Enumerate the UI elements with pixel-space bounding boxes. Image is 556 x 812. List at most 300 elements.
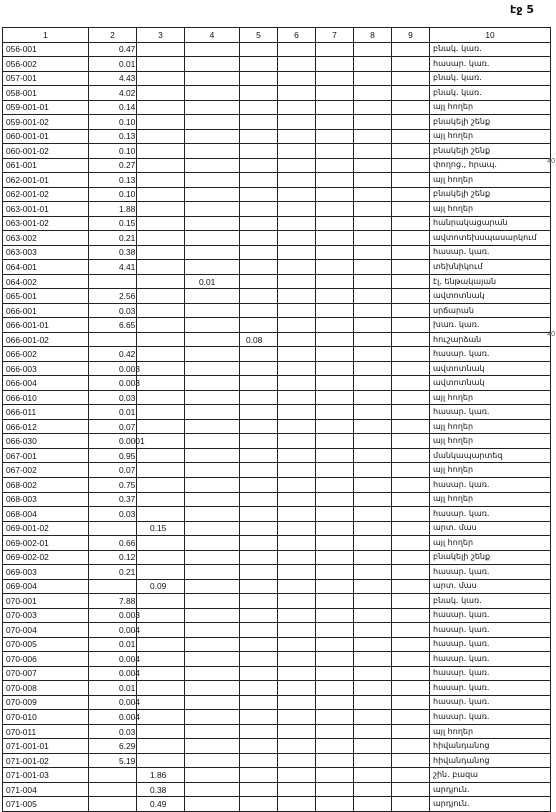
table-cell: [316, 637, 354, 652]
table-cell: 063-001-01: [3, 202, 89, 217]
table-cell: [185, 536, 240, 551]
table-cell: 069-002-01: [3, 536, 89, 551]
table-cell: 066-011: [3, 405, 89, 420]
table-cell: [392, 57, 430, 72]
table-cell: [316, 361, 354, 376]
table-row: [3, 115, 551, 130]
table-cell: [185, 477, 240, 492]
table-cell: [354, 187, 392, 202]
table-cell: [392, 623, 430, 638]
table-cell: [354, 724, 392, 739]
table-cell: [392, 245, 430, 260]
table-cell: [137, 289, 185, 304]
table-cell: ավտոտնակ: [430, 361, 551, 376]
table-cell: 068-004: [3, 507, 89, 522]
table-cell: 0.03: [89, 724, 137, 739]
table-cell: [89, 768, 137, 783]
table-cell: [185, 332, 240, 347]
table-cell: [185, 144, 240, 159]
table-cell: [316, 434, 354, 449]
table-row: [3, 361, 551, 376]
table-row: [3, 57, 551, 72]
table-cell: տեխնիկում: [430, 260, 551, 275]
table-cell: [185, 173, 240, 188]
table-cell: [278, 637, 316, 652]
table-cell: 0.07: [89, 419, 137, 434]
table-row: [3, 390, 551, 405]
table-row: [3, 565, 551, 580]
table-cell: [240, 681, 278, 696]
table-cell: [278, 289, 316, 304]
table-cell: [240, 187, 278, 202]
table-row: [3, 782, 551, 797]
table-cell: [354, 521, 392, 536]
table-cell: [354, 448, 392, 463]
table-cell: [316, 42, 354, 57]
table-cell: [240, 724, 278, 739]
table-row: [3, 245, 551, 260]
table-cell: [278, 724, 316, 739]
table-cell: ավտոտեխսպասարկում: [430, 231, 551, 246]
table-cell: [240, 782, 278, 797]
table-cell: [89, 579, 137, 594]
table-cell: [278, 129, 316, 144]
table-cell: [137, 550, 185, 565]
table-row: [3, 347, 551, 362]
table-cell: [278, 768, 316, 783]
table-cell: [240, 289, 278, 304]
table-cell: [240, 42, 278, 57]
table-cell: [240, 71, 278, 86]
table-cell: 063-003: [3, 245, 89, 260]
table-cell: [137, 623, 185, 638]
table-cell: 0.003: [89, 608, 137, 623]
table-cell: [316, 463, 354, 478]
table-cell: 0.47: [89, 42, 137, 57]
column-header: 7: [316, 28, 354, 43]
table-cell: [354, 507, 392, 522]
table-cell: [185, 768, 240, 783]
table-cell: [240, 550, 278, 565]
table-cell: հասար. կառ.: [430, 637, 551, 652]
table-cell: [137, 361, 185, 376]
table-cell: [392, 695, 430, 710]
table-cell: հասար. կառ.: [430, 477, 551, 492]
table-cell: հասար. կառ.: [430, 710, 551, 725]
table-cell: [137, 245, 185, 260]
table-cell: [240, 521, 278, 536]
table-cell: [316, 782, 354, 797]
table-cell: սրճարան: [430, 303, 551, 318]
table-cell: [185, 782, 240, 797]
table-cell: [137, 739, 185, 754]
table-cell: [185, 405, 240, 420]
table-cell: [137, 129, 185, 144]
table-cell: [316, 376, 354, 391]
table-row: [3, 753, 551, 768]
table-cell: այլ հողեր: [430, 390, 551, 405]
table-row: [3, 274, 551, 289]
table-cell: [316, 681, 354, 696]
table-row: [3, 477, 551, 492]
table-cell: [316, 86, 354, 101]
table-cell: 070-010: [3, 710, 89, 725]
table-cell: [137, 158, 185, 173]
table-cell: [392, 550, 430, 565]
table-cell: [316, 216, 354, 231]
table-row: [3, 768, 551, 783]
table-cell: 0.38: [137, 782, 185, 797]
table-cell: [354, 303, 392, 318]
column-header: 10: [430, 28, 551, 43]
table-cell: 065-001: [3, 289, 89, 304]
table-cell: [316, 144, 354, 159]
table-cell: [185, 115, 240, 130]
table-cell: [137, 724, 185, 739]
table-cell: [354, 652, 392, 667]
table-cell: 070-007: [3, 666, 89, 681]
table-cell: [278, 419, 316, 434]
table-cell: 064-002: [3, 274, 89, 289]
table-cell: [137, 260, 185, 275]
table-cell: [354, 434, 392, 449]
table-cell: [185, 550, 240, 565]
table-cell: [316, 536, 354, 551]
table-cell: [137, 594, 185, 609]
table-cell: [240, 477, 278, 492]
table-cell: [185, 448, 240, 463]
table-cell: [278, 71, 316, 86]
table-cell: 7.88: [89, 594, 137, 609]
table-cell: [354, 463, 392, 478]
table-cell: [185, 100, 240, 115]
table-cell: 0.004: [89, 666, 137, 681]
table-cell: 4.43: [89, 71, 137, 86]
table-cell: [185, 376, 240, 391]
table-cell: [278, 318, 316, 333]
table-cell: [137, 608, 185, 623]
table-row: [3, 434, 551, 449]
table-cell: 066-001-02: [3, 332, 89, 347]
table-cell: [392, 492, 430, 507]
table-cell: [354, 536, 392, 551]
table-cell: [240, 115, 278, 130]
table-cell: [185, 695, 240, 710]
table-row: [3, 318, 551, 333]
table-cell: 0.03: [89, 507, 137, 522]
table-row: [3, 521, 551, 536]
table-row: [3, 536, 551, 551]
column-header: 5: [240, 28, 278, 43]
table-cell: 0.01: [89, 681, 137, 696]
table-cell: [392, 71, 430, 86]
table-cell: [278, 376, 316, 391]
table-cell: [392, 376, 430, 391]
table-cell: [137, 115, 185, 130]
table-cell: [354, 71, 392, 86]
table-cell: հիվանդանոց: [430, 753, 551, 768]
table-cell: 071-001-03: [3, 768, 89, 783]
table-cell: [278, 216, 316, 231]
table-cell: [185, 419, 240, 434]
table-cell: [278, 477, 316, 492]
table-cell: [137, 753, 185, 768]
table-cell: 071-004: [3, 782, 89, 797]
table-cell: [354, 202, 392, 217]
table-cell: [354, 347, 392, 362]
table-cell: հուշարձան: [430, 332, 551, 347]
table-cell: 0.21: [89, 565, 137, 580]
table-cell: հասար. կառ.: [430, 507, 551, 522]
table-cell: [185, 507, 240, 522]
table-cell: [278, 608, 316, 623]
table-cell: 069-002-02: [3, 550, 89, 565]
table-cell: 0.004: [89, 710, 137, 725]
table-cell: [316, 289, 354, 304]
table-cell: [240, 231, 278, 246]
table-cell: [316, 129, 354, 144]
table-cell: 062-001-01: [3, 173, 89, 188]
table-cell: [137, 448, 185, 463]
table-cell: [316, 318, 354, 333]
table-cell: այլ հողեր: [430, 463, 551, 478]
table-cell: հասար. կառ.: [430, 666, 551, 681]
table-cell: այլ հողեր: [430, 173, 551, 188]
table-cell: [185, 42, 240, 57]
table-cell: [392, 637, 430, 652]
table-cell: [278, 521, 316, 536]
table-cell: [392, 477, 430, 492]
table-row: [3, 187, 551, 202]
table-cell: ավտոտնակ: [430, 376, 551, 391]
table-row: [3, 739, 551, 754]
column-header: 3: [137, 28, 185, 43]
table-cell: [278, 173, 316, 188]
table-cell: [316, 652, 354, 667]
table-cell: [185, 71, 240, 86]
table-cell: [354, 361, 392, 376]
table-cell: [354, 579, 392, 594]
table-row: [3, 710, 551, 725]
table-row: [3, 158, 551, 173]
table-cell: 0.0001: [89, 434, 137, 449]
table-cell: այլ հողեր: [430, 129, 551, 144]
table-cell: [240, 419, 278, 434]
table-cell: [316, 115, 354, 130]
table-row: [3, 129, 551, 144]
table-cell: արդյուն.: [430, 797, 551, 812]
table-cell: [240, 260, 278, 275]
table-cell: 1.86: [137, 768, 185, 783]
table-cell: [278, 202, 316, 217]
table-cell: [316, 579, 354, 594]
table-cell: [354, 332, 392, 347]
table-cell: [316, 550, 354, 565]
table-cell: [278, 623, 316, 638]
table-cell: [240, 158, 278, 173]
table-cell: 0.12: [89, 550, 137, 565]
column-header: 4: [185, 28, 240, 43]
table-cell: [240, 768, 278, 783]
table-cell: 069-001-02: [3, 521, 89, 536]
table-cell: [392, 361, 430, 376]
table-cell: 071-001-01: [3, 739, 89, 754]
table-cell: [354, 86, 392, 101]
table-cell: [185, 231, 240, 246]
table-cell: [354, 173, 392, 188]
table-cell: [354, 100, 392, 115]
table-cell: 070-005: [3, 637, 89, 652]
table-cell: [240, 274, 278, 289]
table-cell: 070-009: [3, 695, 89, 710]
table-cell: [240, 695, 278, 710]
table-cell: [185, 637, 240, 652]
table-cell: 0.10: [89, 144, 137, 159]
table-row: [3, 579, 551, 594]
table-cell: [316, 753, 354, 768]
table-cell: 0.01: [89, 405, 137, 420]
table-cell: 060-001-01: [3, 129, 89, 144]
table-row: [3, 797, 551, 812]
table-cell: [354, 245, 392, 260]
table-cell: [137, 390, 185, 405]
table-cell: [354, 477, 392, 492]
table-cell: [137, 86, 185, 101]
table-cell: [316, 260, 354, 275]
table-cell: [278, 42, 316, 57]
table-cell: 066-012: [3, 419, 89, 434]
table-cell: [185, 347, 240, 362]
table-row: [3, 332, 551, 347]
table-cell: [278, 507, 316, 522]
table-cell: ավտոտնակ: [430, 289, 551, 304]
table-cell: [316, 594, 354, 609]
table-cell: 069-003: [3, 565, 89, 580]
table-cell: [185, 463, 240, 478]
table-cell: [316, 390, 354, 405]
table-cell: բնակ. կառ.: [430, 71, 551, 86]
table-cell: [278, 710, 316, 725]
table-cell: [240, 405, 278, 420]
table-cell: [316, 347, 354, 362]
table-cell: [137, 536, 185, 551]
table-row: [3, 652, 551, 667]
table-cell: [392, 565, 430, 580]
table-cell: [392, 289, 430, 304]
table-row: [3, 42, 551, 57]
column-header: 6: [278, 28, 316, 43]
table-row: [3, 608, 551, 623]
table-cell: [392, 173, 430, 188]
table-cell: [392, 463, 430, 478]
table-cell: [392, 710, 430, 725]
table-cell: [185, 565, 240, 580]
table-cell: [316, 710, 354, 725]
table-cell: 067-002: [3, 463, 89, 478]
table-cell: [240, 144, 278, 159]
table-cell: [278, 463, 316, 478]
table-cell: [392, 753, 430, 768]
table-cell: [278, 361, 316, 376]
table-cell: հասար. կառ.: [430, 57, 551, 72]
table-cell: [316, 448, 354, 463]
table-cell: շին. բազա: [430, 768, 551, 783]
table-cell: [240, 753, 278, 768]
table-cell: [392, 536, 430, 551]
table-cell: [185, 492, 240, 507]
table-cell: 060-001-02: [3, 144, 89, 159]
table-cell: [316, 608, 354, 623]
table-cell: 070-003: [3, 608, 89, 623]
table-cell: 0.49: [137, 797, 185, 812]
table-row: [3, 260, 551, 275]
table-cell: [185, 129, 240, 144]
table-cell: [240, 245, 278, 260]
table-cell: [137, 710, 185, 725]
table-cell: [278, 579, 316, 594]
table-row: [3, 100, 551, 115]
table-cell: [185, 318, 240, 333]
table-cell: [354, 550, 392, 565]
table-cell: [354, 129, 392, 144]
table-cell: 066-001: [3, 303, 89, 318]
table-cell: [392, 42, 430, 57]
table-cell: [185, 86, 240, 101]
table-cell: [354, 376, 392, 391]
table-cell: 066-010: [3, 390, 89, 405]
table-cell: [278, 260, 316, 275]
table-cell: [392, 115, 430, 130]
table-cell: 0.37: [89, 492, 137, 507]
table-cell: [316, 623, 354, 638]
table-cell: [392, 231, 430, 246]
table-row: [3, 86, 551, 101]
table-cell: [278, 594, 316, 609]
table-cell: 0.10: [89, 187, 137, 202]
table-cell: [392, 158, 430, 173]
table-cell: [137, 71, 185, 86]
table-cell: [137, 492, 185, 507]
table-cell: [278, 536, 316, 551]
table-cell: [240, 536, 278, 551]
table-cell: [185, 289, 240, 304]
table-cell: [354, 608, 392, 623]
table-cell: [185, 608, 240, 623]
table-row: [3, 666, 551, 681]
column-header: 1: [3, 28, 89, 43]
table-cell: [392, 724, 430, 739]
table-cell: [392, 390, 430, 405]
table-cell: հասար. կառ.: [430, 405, 551, 420]
table-cell: [316, 274, 354, 289]
table-cell: [137, 274, 185, 289]
table-cell: [392, 681, 430, 696]
land-plot-table: [2, 27, 551, 812]
table-cell: արդյուն.: [430, 782, 551, 797]
table-cell: [137, 652, 185, 667]
table-cell: [316, 231, 354, 246]
table-cell: 0.42: [89, 347, 137, 362]
table-cell: 069-004: [3, 579, 89, 594]
table-cell: [278, 565, 316, 580]
table-cell: 0.003: [89, 361, 137, 376]
table-cell: [137, 347, 185, 362]
table-row: [3, 231, 551, 246]
table-cell: [392, 216, 430, 231]
table-cell: [185, 303, 240, 318]
table-cell: 064-001: [3, 260, 89, 275]
table-cell: 2.56: [89, 289, 137, 304]
